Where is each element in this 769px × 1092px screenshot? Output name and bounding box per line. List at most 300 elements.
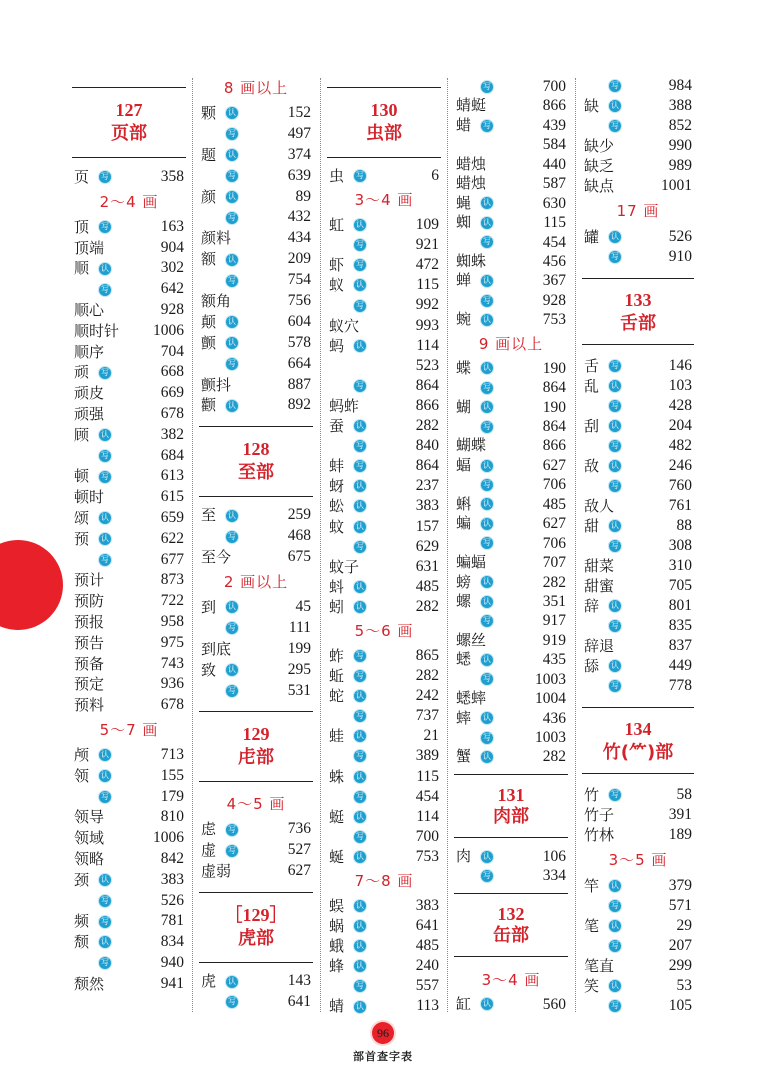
entry-character: 虫 [329,167,345,185]
write-mark-icon: 写 [228,824,236,834]
write-mark-icon: 写 [611,252,619,261]
page-reference: 707 [542,554,566,572]
footer-title: 部首查字表 [353,1050,413,1063]
stroke-count-heading: 4～5 画 [226,795,286,814]
entry-character: 缸 [456,994,472,1013]
compound-word: 顿时 [74,488,105,507]
page-reference: 864 [415,376,439,394]
page-reference: 737 [415,707,439,725]
index-entry [454,456,568,475]
entry-character: 顶 [74,217,90,236]
page-reference: 527 [287,841,311,859]
recognize-mark-icon: 认 [483,713,491,723]
page-reference: 237 [415,477,439,495]
index-entry [199,333,313,354]
page-reference: 675 [287,548,311,566]
page-reference: 778 [668,677,692,694]
page-reference: 801 [668,597,692,614]
page-reference: 864 [415,457,439,475]
write-mark-icon: 写 [611,481,619,490]
index-entry [582,936,694,956]
entry-character: 额 [201,250,217,269]
recognize-mark-icon: 认 [356,961,364,971]
index-entry [72,300,186,321]
page-reference: 842 [160,849,184,867]
radical-number: 128 [242,439,270,460]
index-entry [199,249,313,270]
recognize-mark-icon: 认 [611,881,619,890]
index-entry [582,247,694,267]
page-reference: 865 [415,646,439,664]
page-reference: 45 [295,598,311,616]
page-reference: 958 [160,612,184,630]
recognize-mark-icon: 认 [356,220,364,230]
index-entry [327,476,441,496]
index-entry [454,495,568,514]
compound-word: 预防 [74,592,105,611]
page-reference: 754 [287,271,311,289]
index-entry [582,996,694,1016]
page-reference: 642 [160,280,184,298]
page-reference: 753 [415,847,439,865]
entry-character: 蛛 [329,767,345,786]
index-entry [199,354,313,375]
page-reference: 497 [287,124,311,142]
recognize-mark-icon: 认 [356,771,364,781]
index-entry [582,356,694,376]
index-entry [454,611,568,630]
page-reference: 157 [415,517,439,535]
entry-character: 蚯 [329,667,345,686]
page-reference: 485 [415,937,439,955]
write-mark-icon: 写 [356,300,364,310]
compound-word: 蜡烛 [456,154,487,173]
page-reference: 88 [676,517,692,534]
entry-character: 蚜 [329,477,345,496]
page-reference: 204 [668,417,692,434]
compound-word: 蜡烛 [456,174,487,193]
entry-character: 缺 [584,97,600,115]
index-entry [72,362,186,383]
page-reference: 53 [676,977,692,994]
index-entry [199,819,313,840]
radical-section [72,87,186,158]
entry-character: 蝙 [456,514,472,533]
compound-word: 预告 [74,633,105,652]
compound-word: 缺点 [584,177,615,195]
entry-character: 蜒 [329,847,345,866]
index-entry [582,596,694,616]
page-reference: 310 [668,557,692,574]
radical-name: 竹(⺮)部 [602,742,674,763]
page-reference: 428 [668,397,692,414]
recognize-mark-icon: 认 [356,581,364,591]
index-entry [327,847,441,867]
page-reference: 485 [542,495,566,513]
compound-word: 蝙蝠 [456,553,487,572]
compound-word: 预计 [74,571,105,590]
index-entry [327,787,441,807]
write-mark-icon: 写 [483,871,491,881]
index-entry [72,695,186,716]
column-divider [192,78,193,1012]
page-reference: 992 [415,296,439,314]
index-entry [327,597,441,617]
page-reference: 295 [287,660,311,678]
recognize-mark-icon: 认 [611,232,619,241]
entry-character: 蝶 [456,358,472,377]
index-entry [72,342,186,363]
index-entry [199,526,313,547]
recognize-mark-icon: 认 [611,661,619,670]
index-entry [327,517,441,537]
recognize-mark-icon: 认 [356,731,364,741]
index-entry [582,916,694,936]
page-reference: 282 [415,417,439,435]
write-mark-icon: 写 [483,538,491,548]
radical-section [582,707,694,774]
entry-character: 蜘 [456,213,472,232]
index-entry [199,228,313,249]
index-entry [454,650,568,669]
write-mark-icon: 写 [356,751,364,761]
entry-character: 蚂 [329,336,345,355]
entry-character: 蜂 [329,957,345,976]
recognize-mark-icon: 认 [611,421,619,430]
entry-character: 蝠 [456,455,472,474]
entry-character: 甜 [584,517,600,535]
page-reference: 435 [542,651,566,669]
index-entry [72,787,186,808]
index-entry [582,825,694,845]
page-reference: 351 [542,592,566,610]
write-mark-icon: 写 [101,471,109,481]
write-mark-icon: 写 [101,895,109,905]
entry-character: 辞 [584,597,600,615]
index-entry [327,896,441,916]
compound-word: 顽皮 [74,384,105,403]
page-reference: 1004 [535,690,566,708]
compound-word: 到底 [201,639,232,658]
write-mark-icon: 写 [611,681,619,690]
page-reference: 383 [415,897,439,914]
recognize-mark-icon: 认 [611,101,619,110]
page-reference: 526 [160,891,184,909]
page-number: 96 [372,1022,394,1044]
page-reference: 936 [160,675,184,693]
entry-character: 蟋 [456,650,472,669]
page-reference: 163 [160,217,184,235]
recognize-mark-icon: 认 [356,941,364,951]
page-reference: 199 [287,639,311,657]
page-reference: 454 [415,787,439,805]
page-reference: 449 [668,657,692,674]
radical-name: 肉部 [493,805,529,827]
recognize-mark-icon: 认 [228,254,236,264]
stroke-count-heading: 2～4 画 [99,192,159,211]
radical-number: ［129］ [224,905,288,926]
index-entry [199,840,313,861]
index-entry [72,932,186,953]
recognize-mark-icon: 认 [228,510,236,520]
index-entry [199,639,313,660]
recognize-mark-icon: 认 [228,602,236,612]
index-entry [582,785,694,805]
entry-character: 蜿 [456,310,472,329]
entry-character: 蝇 [456,193,472,212]
index-entry [199,992,313,1013]
compound-word: 预备 [74,654,105,673]
page-reference: 334 [542,867,566,885]
index-entry [327,706,441,726]
index-entry [454,417,568,436]
recognize-mark-icon: 认 [483,999,491,1009]
index-entry [454,709,568,728]
entry-character: 领 [74,766,90,785]
page-reference: 761 [668,497,692,514]
recognize-mark-icon: 认 [356,340,364,350]
index-entry [582,496,694,516]
compound-word: 顺序 [74,342,105,361]
entry-character: 蚌 [329,457,345,476]
index-entry [72,870,186,891]
index-entry [72,404,186,425]
entry-character: 顿 [74,467,90,486]
write-mark-icon: 写 [611,121,619,130]
page-reference: 152 [287,104,311,121]
entry-character: 蟀 [456,708,472,727]
index-entry [454,213,568,232]
radical-number: 131 [497,784,525,805]
page-reference: 866 [415,396,439,414]
column-divider [447,78,448,1012]
page-reference: 106 [542,847,566,865]
recognize-mark-icon: 认 [356,921,364,931]
index-entry [327,356,441,376]
entry-character: 题 [201,145,217,164]
recognize-mark-icon: 认 [101,513,109,523]
recognize-mark-icon: 认 [611,921,619,930]
compound-word: 螺丝 [456,630,487,649]
write-mark-icon: 写 [228,531,236,541]
index-entry [327,336,441,356]
page-reference: 282 [415,667,439,685]
page-reference: 367 [542,272,566,290]
entry-character: 颈 [74,870,90,889]
recognize-mark-icon: 认 [611,381,619,390]
compound-word: 顺时针 [74,321,120,340]
write-mark-icon: 写 [483,480,491,490]
entry-character: 虑 [201,820,217,839]
index-entry [582,536,694,556]
write-mark-icon: 写 [101,222,109,232]
page-reference: 388 [668,97,692,114]
entry-character: 蜈 [329,897,345,915]
index-entry [72,238,186,259]
page-reference: 722 [160,592,184,610]
page-reference: 664 [287,354,311,372]
index-entry [582,956,694,976]
index-entry [199,505,313,526]
page-reference: 736 [287,820,311,838]
compound-word: 预料 [74,696,105,715]
page-reference: 240 [415,957,439,975]
stroke-count-heading: 3～4 画 [354,191,414,210]
index-entry [582,116,694,136]
page-reference: 259 [287,506,311,524]
index-entry [72,674,186,695]
compound-word: 竹子 [584,806,615,824]
page-reference: 374 [287,145,311,163]
index-entry [454,398,568,417]
write-mark-icon: 写 [356,441,364,451]
write-mark-icon: 写 [483,382,491,392]
entry-character: 预 [74,529,90,548]
recognize-mark-icon: 认 [611,981,619,990]
compound-word: 敌人 [584,497,615,515]
page-reference: 242 [415,687,439,705]
entry-character: 蚓 [329,597,345,616]
page-reference: 917 [542,612,566,630]
index-entry [327,456,441,476]
index-entry [327,436,441,456]
compound-word: 虚弱 [201,862,232,881]
index-entry [454,866,568,885]
index-entry [582,156,694,176]
index-entry [72,529,186,550]
entry-character: 螺 [456,591,472,610]
recognize-mark-icon: 认 [483,363,491,373]
index-entry [582,656,694,676]
page-reference: 578 [287,333,311,351]
compound-word: 甜菜 [584,557,615,575]
write-mark-icon: 写 [611,401,619,410]
page-reference: 440 [542,155,566,173]
page-reference: 659 [160,508,184,526]
radical-section [199,426,313,497]
radical-section [327,87,441,158]
index-entry [582,376,694,396]
page-reference: 713 [160,745,184,763]
write-mark-icon: 写 [483,674,491,684]
page-reference: 587 [542,175,566,193]
index-entry [454,689,568,708]
index-entry [582,436,694,456]
entry-character: 页 [74,168,90,186]
entry-character: 舌 [584,357,600,375]
entry-character: 颅 [74,745,90,764]
entry-character: 蚊 [329,517,345,536]
index-entry [454,233,568,252]
radical-number: 132 [497,903,525,924]
page-reference: 892 [287,396,311,414]
page-reference: 179 [160,787,184,805]
page-reference: 89 [295,187,311,205]
index-entry [72,321,186,342]
page-reference: 753 [542,311,566,329]
index-entry [72,570,186,591]
radical-name: 虍部 [238,747,274,769]
index-column-2 [199,74,313,1013]
entry-character: 蚁 [329,276,345,295]
compound-word: 颤抖 [201,375,232,394]
entry-character: 蚱 [329,646,345,665]
page-reference: 584 [542,136,566,154]
write-mark-icon: 写 [611,81,619,90]
page-reference: 756 [287,292,311,310]
index-entry [454,573,568,592]
radical-section [454,893,568,957]
stroke-count-heading: 7～8 画 [354,872,414,890]
radical-number: 130 [370,100,398,120]
recognize-mark-icon: 认 [483,752,491,762]
page-reference: 760 [668,477,692,494]
page-reference: 704 [160,342,184,360]
recognize-mark-icon: 认 [483,499,491,509]
write-mark-icon: 写 [356,981,364,991]
entry-character: 蝉 [456,271,472,290]
recognize-mark-icon: 认 [356,421,364,431]
compound-word: 竹林 [584,826,615,844]
recognize-mark-icon: 认 [356,601,364,611]
radical-section [199,711,313,782]
compound-word: 颓然 [74,974,105,993]
recognize-mark-icon: 认 [356,901,364,911]
recognize-mark-icon: 认 [483,314,491,324]
index-entry [454,271,568,290]
write-mark-icon: 写 [483,295,491,305]
entry-character: 蟹 [456,747,472,766]
index-entry [582,176,694,196]
page-reference: 837 [668,637,692,654]
write-mark-icon: 写 [101,554,109,564]
page-reference: 866 [542,97,566,115]
index-entry [72,633,186,654]
write-mark-icon: 写 [611,1001,619,1010]
index-entry [454,534,568,553]
page-reference: 456 [542,252,566,270]
recognize-mark-icon: 认 [228,976,236,986]
index-entry [454,378,568,397]
index-entry [199,618,313,639]
page-reference: 866 [542,437,566,455]
entry-character: 竹 [584,786,600,804]
index-entry [72,167,186,188]
recognize-mark-icon: 认 [483,217,491,227]
page-reference: 571 [668,897,692,914]
page-reference: 781 [160,912,184,930]
index-entry [454,155,568,174]
entry-character: 蛾 [329,937,345,956]
page-reference: 379 [668,877,692,894]
compound-word: 蚁穴 [329,316,360,335]
index-entry [327,956,441,976]
write-mark-icon: 写 [483,616,491,626]
compound-word: 蝴蝶 [456,436,487,455]
entry-character: 蜗 [329,917,345,936]
index-entry [199,375,313,396]
recognize-mark-icon: 认 [356,851,364,861]
page-reference: 391 [668,806,692,823]
recognize-mark-icon: 认 [483,577,491,587]
entry-character: 颜 [201,187,217,206]
page-reference: 472 [415,256,439,274]
entry-character: 致 [201,660,217,679]
entry-character: 频 [74,912,90,931]
page-reference: 105 [668,997,692,1014]
page-reference: 668 [160,363,184,381]
compound-word: 预定 [74,675,105,694]
